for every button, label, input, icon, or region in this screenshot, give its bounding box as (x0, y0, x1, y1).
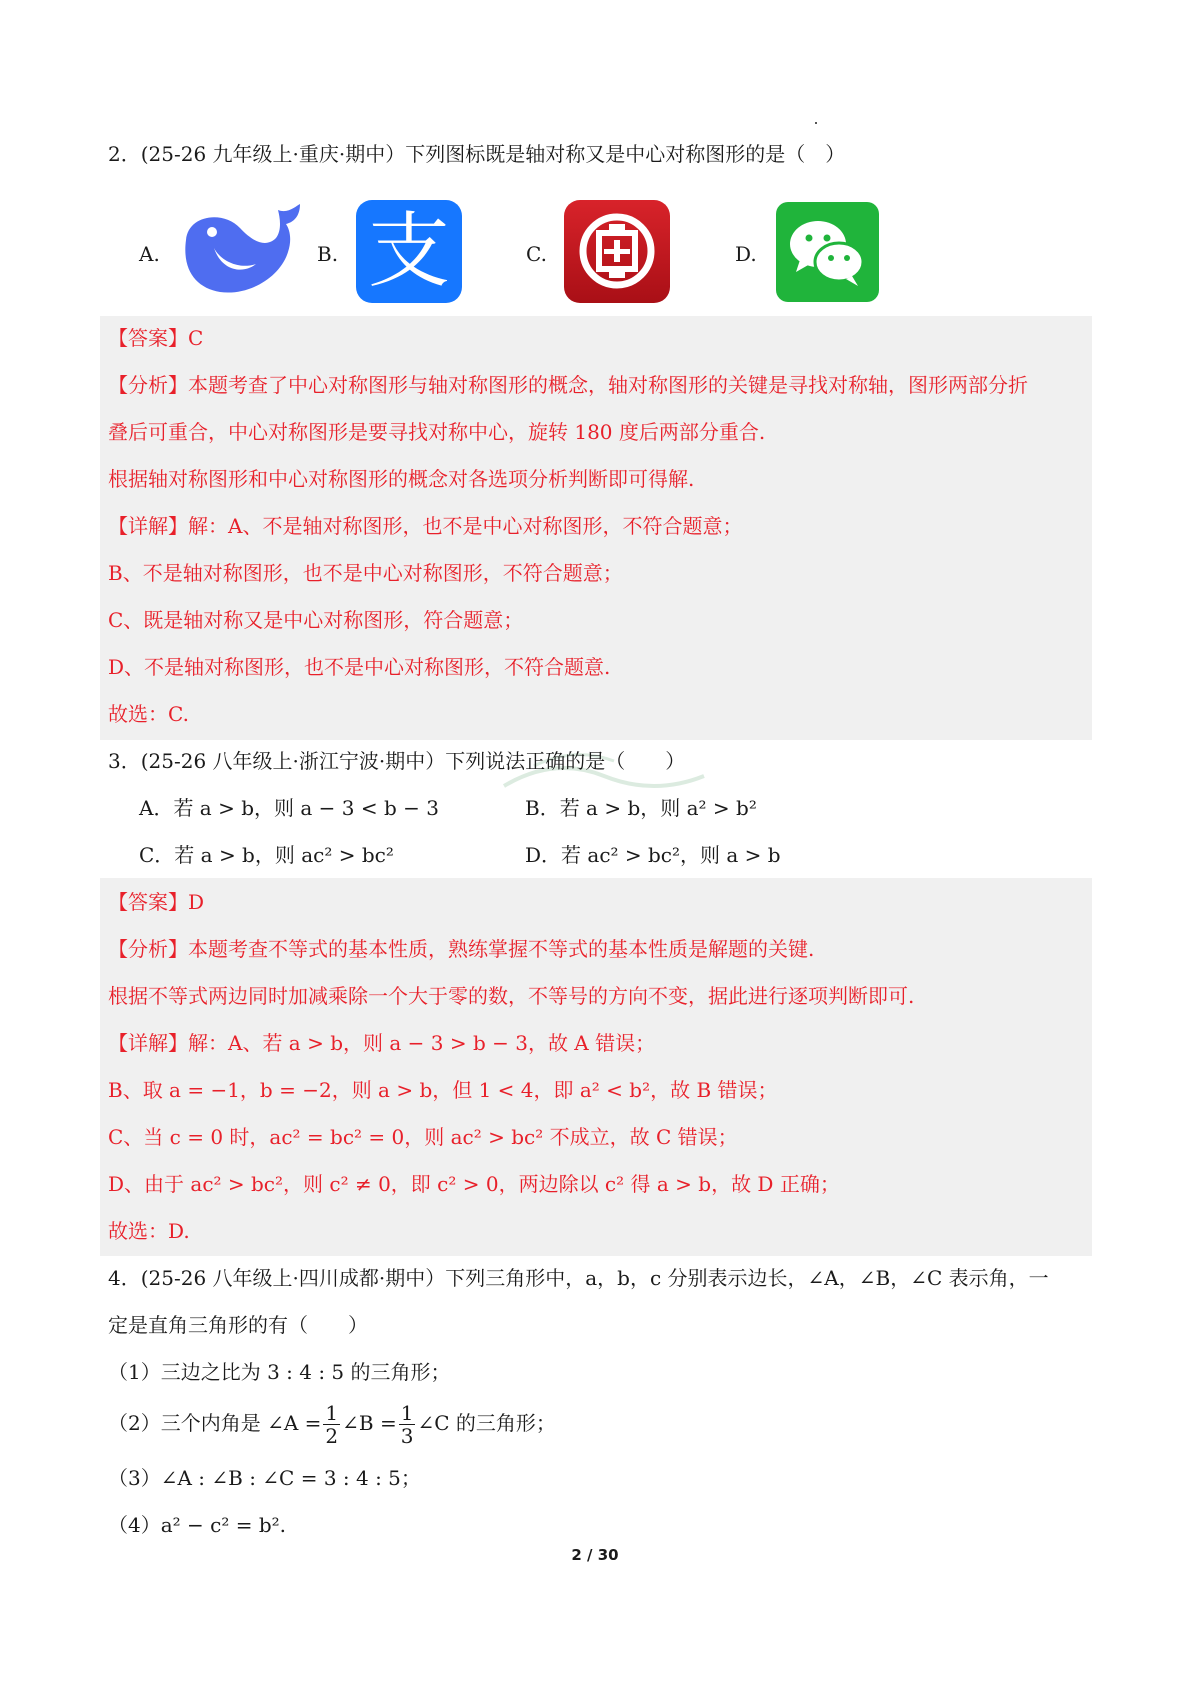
q4-item-1: （1）三边之比为 3 : 4 : 5 的三角形； (108, 1360, 451, 1384)
q2-detail-d: D、不是轴对称图形，也不是中心对称图形，不符合题意. (108, 655, 611, 679)
q2-choice: 故选：C. (108, 702, 189, 726)
q2-analysis-line2: 叠后可重合，中心对称图形是要寻找对称中心，旋转 180 度后两部分重合. (108, 420, 766, 444)
fraction-half: $\frac{1}{2}$ (325, 1401, 339, 1448)
q4-item-2-pre: （2）三个内角是 ∠A = (108, 1411, 322, 1435)
q2-option-c-label: C. (526, 242, 547, 266)
q4-item-2-post: ∠C 的三角形； (417, 1411, 556, 1435)
q4-stem-line2: 定是直角三角形的有（ ） (108, 1313, 368, 1337)
q4-item-2-mid: ∠B = (342, 1411, 397, 1435)
q3-option-a: A．若 a > b，则 a − 3 < b − 3 (139, 796, 439, 820)
fraction-third: $\frac{1}{3}$ (400, 1401, 414, 1448)
wechat-logo-icon (776, 202, 879, 302)
q3-option-d: D．若 ac² > bc²，则 a > b (525, 843, 781, 867)
q4-item-2 (108, 1398, 556, 1448)
alipay-logo-icon: 支 (356, 200, 462, 303)
q4-item-3: （3）∠A : ∠B : ∠C = 3 : 4 : 5； (108, 1466, 421, 1490)
q2-answer: 【答案】C (108, 326, 204, 350)
q2-detail-a: 【详解】解：A、不是轴对称图形，也不是中心对称图形，不符合题意； (108, 514, 743, 538)
q3-detail-a: 【详解】解：A、若 a > b，则 a − 3 > b − 3，故 A 错误； (108, 1031, 656, 1055)
q3-option-c: C．若 a > b，则 ac² > bc² (139, 843, 394, 867)
q3-detail-b: B、取 a = −1，b = −2，则 a > b，但 1 < 4，即 a² < b²，故 B 错误； (108, 1078, 778, 1102)
q3-analysis-line1: 【分析】本题考查不等式的基本性质，熟练掌握不等式的基本性质是解题的关键. (108, 937, 815, 961)
q4-item-4: （4）a² − c² = b². (108, 1513, 287, 1537)
q2-analysis-line3: 根据轴对称图形和中心对称图形的概念对各选项分析判断即可得解. (108, 467, 695, 491)
q3-stem: 3．(25-26 八年级上·浙江宁波·期中）下列说法正确的是（ ） (108, 749, 686, 773)
q2-stem: 2．(25-26 九年级上·重庆·期中）下列图标既是轴对称又是中心对称图形的是（ ） (108, 142, 846, 166)
icbc-logo-icon (564, 200, 670, 303)
q3-detail-c: C、当 c = 0 时，ac² = bc² = 0，则 ac² > bc² 不成立，故 C 错误； (108, 1125, 738, 1149)
q2-option-d-label: D. (735, 242, 757, 266)
page-mark (815, 122, 817, 124)
q3-detail-d: D、由于 ac² > bc²，则 c² ≠ 0，即 c² > 0，两边除以 c² 得 a > b，故 D 正确； (108, 1172, 840, 1196)
q3-choice: 故选：D. (108, 1219, 190, 1243)
q3-answer: 【答案】D (108, 890, 205, 914)
q3-option-b: B．若 a > b，则 a² > b² (525, 796, 757, 820)
q2-detail-c: C、既是轴对称又是中心对称图形，符合题意； (108, 608, 524, 632)
q2-option-b-label: B. (317, 242, 339, 266)
q3-analysis-line2: 根据不等式两边同时加减乘除一个大于零的数，不等号的方向不变，据此进行逐项判断即可. (108, 984, 915, 1008)
page-number: 2 / 30 (571, 1546, 619, 1564)
q2-option-a-label: A. (139, 242, 160, 266)
whale-logo-icon (178, 200, 312, 300)
q2-detail-b: B、不是轴对称图形，也不是中心对称图形，不符合题意； (108, 561, 623, 585)
q2-analysis-line1: 【分析】本题考查了中心对称图形与轴对称图形的概念，轴对称图形的关键是寻找对称轴，图形两部分折 (108, 373, 1028, 397)
q4-stem-line1: 4．(25-26 八年级上·四川成都·期中）下列三角形中，a，b，c 分别表示边长，∠A，∠B，∠C 表示角，一 (108, 1266, 1049, 1290)
